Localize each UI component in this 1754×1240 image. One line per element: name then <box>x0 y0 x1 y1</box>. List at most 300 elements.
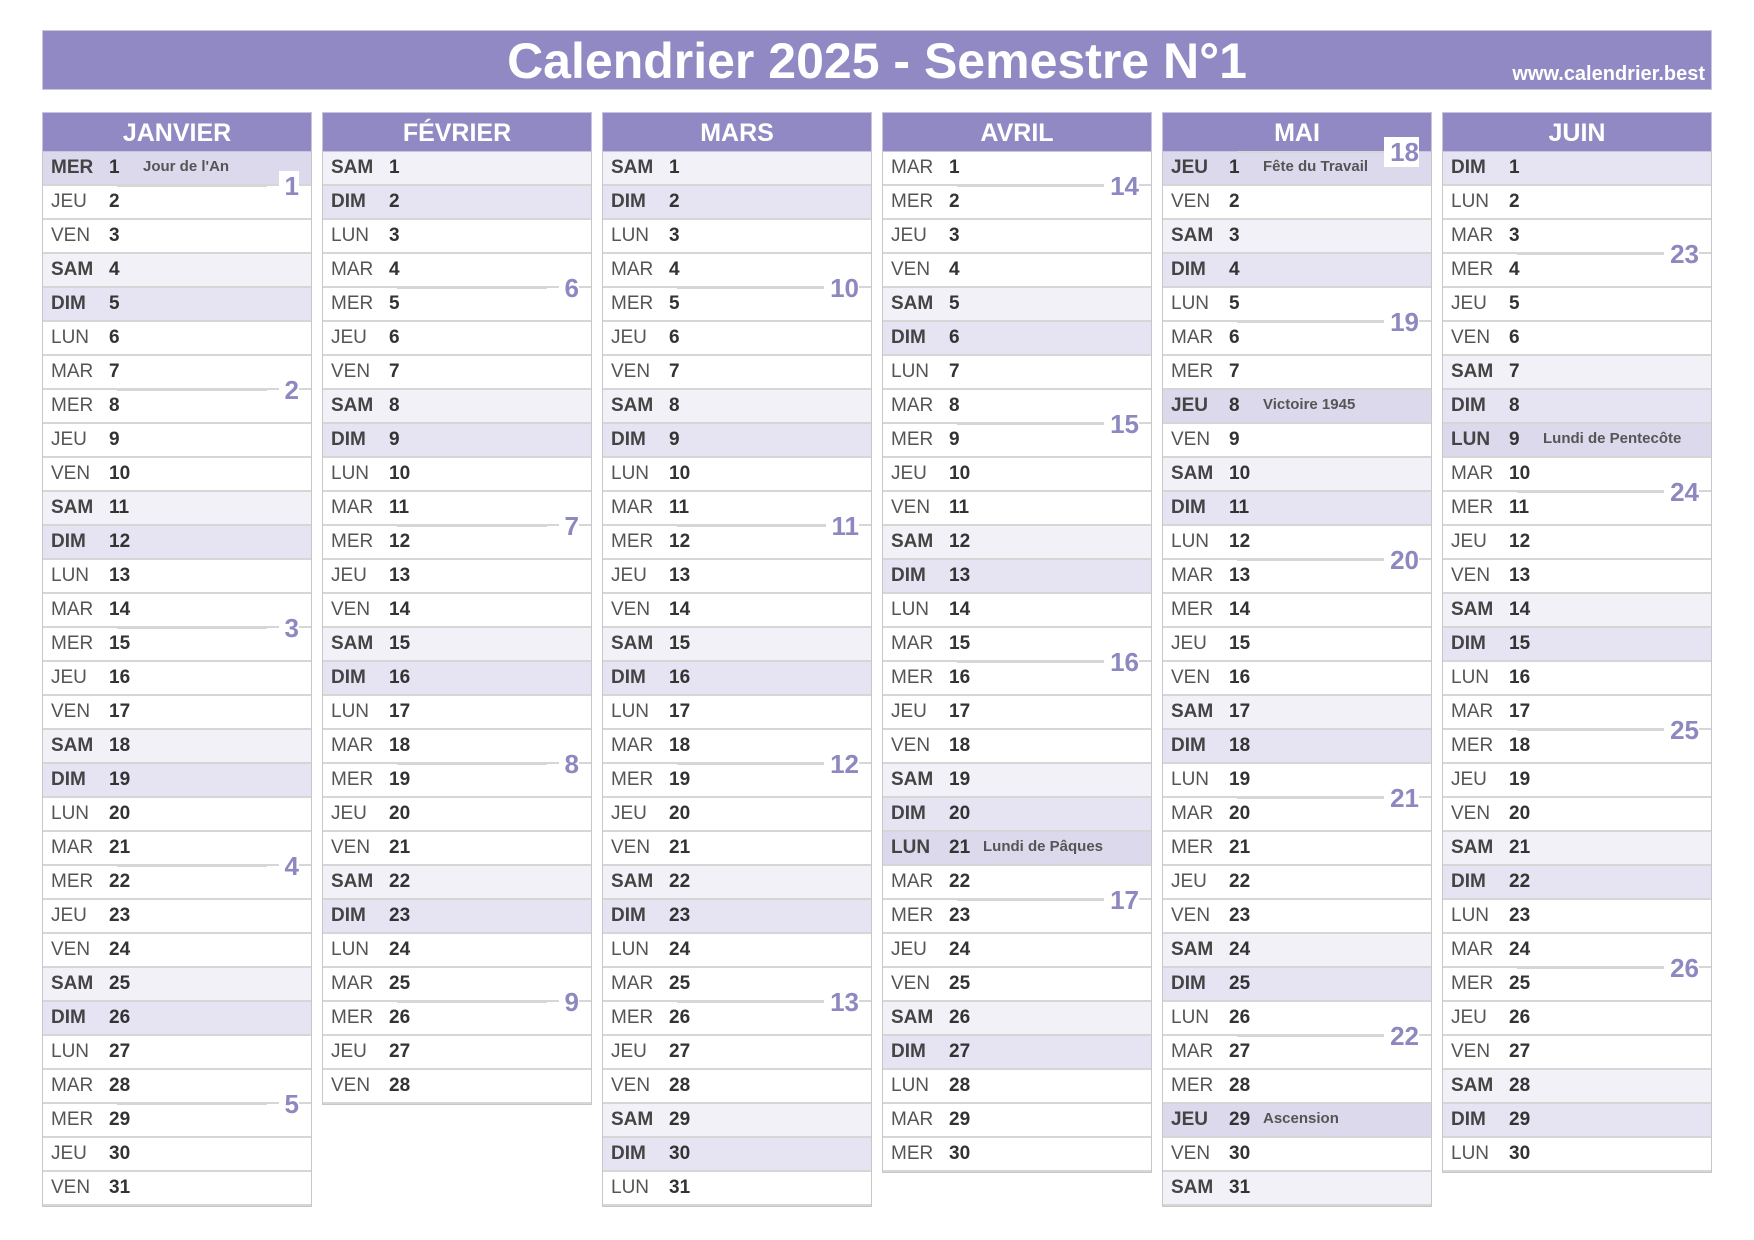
day-row <box>1163 934 1431 968</box>
weekday-label: JEU <box>1451 293 1487 314</box>
weekday-label: SAM <box>51 497 94 518</box>
day-number: 27 <box>109 1041 131 1062</box>
weekday-label: DIM <box>1451 871 1486 892</box>
day-row <box>883 730 1151 764</box>
month-column <box>1162 112 1432 1207</box>
day-row <box>323 1002 591 1036</box>
weekday-label: JEU <box>1171 157 1208 178</box>
day-row <box>43 730 311 764</box>
weekday-label: SAM <box>331 157 374 178</box>
day-number: 29 <box>1509 1109 1531 1130</box>
day-number: 22 <box>1229 871 1251 892</box>
day-number: 1 <box>1229 157 1240 178</box>
day-row <box>43 560 311 594</box>
day-row <box>883 458 1151 492</box>
week-separator <box>1237 559 1387 561</box>
weekday-label: VEN <box>1171 429 1211 450</box>
weekday-label: MAR <box>1171 803 1214 824</box>
weekday-label: MAR <box>331 735 374 756</box>
day-number: 28 <box>109 1075 131 1096</box>
weekday-label: MAR <box>891 157 934 178</box>
day-number: 17 <box>389 701 411 722</box>
day-row <box>1163 628 1431 662</box>
day-number: 30 <box>1229 1143 1251 1164</box>
week-number: 11 <box>826 511 860 541</box>
day-number: 27 <box>949 1041 971 1062</box>
day-row <box>43 594 311 628</box>
day-row <box>883 594 1151 628</box>
weekday-label: VEN <box>891 973 931 994</box>
weekday-label: SAM <box>1171 463 1214 484</box>
week-number: 10 <box>824 273 859 303</box>
day-number: 24 <box>109 939 131 960</box>
weekday-label: LUN <box>1451 429 1491 450</box>
weekday-label: DIM <box>891 803 926 824</box>
week-number: 3 <box>279 613 299 643</box>
weekday-label: VEN <box>611 1075 651 1096</box>
weekday-label: JEU <box>1451 1007 1487 1028</box>
day-row <box>1163 968 1431 1002</box>
weekday-label: SAM <box>1171 225 1214 246</box>
day-row <box>883 526 1151 560</box>
day-row <box>323 968 591 1002</box>
day-number: 2 <box>1509 191 1520 212</box>
day-number: 31 <box>1229 1177 1251 1198</box>
day-number: 5 <box>1509 293 1520 314</box>
day-number: 19 <box>1229 769 1251 790</box>
month-column <box>1442 112 1712 1173</box>
day-row <box>1163 254 1431 288</box>
weekday-label: VEN <box>891 259 931 280</box>
month-name: MARS <box>602 112 872 152</box>
week-number: 2 <box>279 375 299 405</box>
weekday-label: MER <box>331 293 374 314</box>
weekday-label: JEU <box>1171 395 1208 416</box>
day-number: 14 <box>109 599 131 620</box>
day-number: 4 <box>949 259 960 280</box>
holiday-name: Jour de l'An <box>143 158 230 175</box>
page-title: Calendrier 2025 - Semestre N°1 <box>507 33 1247 89</box>
day-row <box>323 424 591 458</box>
day-row <box>883 934 1151 968</box>
weekday-label: MAR <box>1451 225 1494 246</box>
day-number: 19 <box>669 769 691 790</box>
day-row <box>1443 662 1711 696</box>
day-row <box>883 356 1151 390</box>
day-number: 8 <box>389 395 400 416</box>
day-row <box>323 220 591 254</box>
weekday-label: JEU <box>891 463 927 484</box>
day-row <box>603 560 871 594</box>
day-row <box>883 322 1151 356</box>
day-row <box>43 356 311 390</box>
day-row <box>43 492 311 526</box>
day-row <box>1443 1036 1711 1070</box>
holiday-row <box>1163 1104 1431 1138</box>
day-number: 27 <box>669 1041 691 1062</box>
week-separator <box>1517 967 1667 969</box>
weekday-label: VEN <box>51 939 91 960</box>
day-row <box>1163 424 1431 458</box>
day-number: 10 <box>389 463 411 484</box>
weekday-label: JEU <box>1451 531 1487 552</box>
day-number: 29 <box>109 1109 131 1130</box>
day-number: 21 <box>1229 837 1251 858</box>
day-number: 17 <box>109 701 131 722</box>
week-separator <box>677 763 827 765</box>
week-separator <box>957 899 1107 901</box>
weekday-label: DIM <box>611 1143 646 1164</box>
day-number: 23 <box>1229 905 1251 926</box>
day-row <box>43 866 311 900</box>
weekday-label: DIM <box>51 1007 86 1028</box>
weekday-label: DIM <box>891 565 926 586</box>
day-number: 10 <box>1509 463 1531 484</box>
day-number: 27 <box>1229 1041 1251 1062</box>
day-number: 23 <box>389 905 411 926</box>
day-number: 6 <box>949 327 960 348</box>
holiday-name: Lundi de Pentecôte <box>1543 430 1682 447</box>
day-row <box>1163 458 1431 492</box>
day-list <box>322 152 592 1105</box>
day-number: 24 <box>949 939 971 960</box>
week-number: 20 <box>1384 545 1419 575</box>
day-row <box>43 900 311 934</box>
day-number: 8 <box>109 395 120 416</box>
weekday-label: LUN <box>611 225 650 246</box>
day-number: 6 <box>109 327 120 348</box>
day-number: 2 <box>669 191 680 212</box>
day-row <box>1443 186 1711 220</box>
day-number: 23 <box>1509 905 1531 926</box>
day-number: 3 <box>109 225 120 246</box>
day-number: 15 <box>1509 633 1531 654</box>
week-separator <box>397 1001 547 1003</box>
day-row <box>1163 1070 1431 1104</box>
day-number: 3 <box>949 225 960 246</box>
weekday-label: DIM <box>1451 157 1486 178</box>
week-number: 23 <box>1664 239 1699 269</box>
day-row <box>43 526 311 560</box>
day-row <box>1163 492 1431 526</box>
weekday-label: JEU <box>51 905 87 926</box>
week-number: 4 <box>279 851 299 881</box>
weekday-label: JEU <box>51 1143 87 1164</box>
day-row <box>43 934 311 968</box>
weekday-label: DIM <box>891 327 926 348</box>
weekday-label: JEU <box>51 191 87 212</box>
month-column <box>602 112 872 1207</box>
day-number: 11 <box>669 497 690 518</box>
day-number: 14 <box>1229 599 1251 620</box>
day-number: 13 <box>949 565 971 586</box>
weekday-label: DIM <box>331 191 366 212</box>
day-number: 8 <box>1509 395 1520 416</box>
day-row <box>43 1172 311 1206</box>
day-number: 26 <box>1229 1007 1251 1028</box>
day-number: 21 <box>949 837 971 858</box>
weekday-label: VEN <box>1451 565 1491 586</box>
day-number: 23 <box>949 905 971 926</box>
weekday-label: MER <box>891 905 934 926</box>
day-number: 1 <box>389 157 400 178</box>
day-number: 12 <box>669 531 691 552</box>
weekday-label: JEU <box>1451 769 1487 790</box>
day-row <box>323 662 591 696</box>
day-row <box>43 254 311 288</box>
week-number: 15 <box>1104 409 1139 439</box>
day-number: 18 <box>1229 735 1251 756</box>
weekday-label: DIM <box>611 429 646 450</box>
weekday-label: MAR <box>331 497 374 518</box>
day-number: 6 <box>1509 327 1520 348</box>
day-number: 11 <box>1509 497 1530 518</box>
week-separator <box>1517 253 1667 255</box>
day-number: 10 <box>949 463 971 484</box>
day-number: 6 <box>1229 327 1240 348</box>
day-row <box>603 628 871 662</box>
day-row <box>1163 186 1431 220</box>
week-separator <box>957 423 1107 425</box>
weekday-label: DIM <box>51 531 86 552</box>
weekday-label: LUN <box>331 225 370 246</box>
week-separator <box>957 661 1107 663</box>
day-number: 23 <box>109 905 131 926</box>
day-number: 4 <box>1509 259 1520 280</box>
weekday-label: MAR <box>891 395 934 416</box>
holiday-row <box>883 832 1151 866</box>
day-row <box>883 798 1151 832</box>
weekday-label: LUN <box>51 327 90 348</box>
weekday-label: VEN <box>611 599 651 620</box>
weekday-label: SAM <box>1451 1075 1494 1096</box>
day-number: 26 <box>949 1007 971 1028</box>
day-row <box>43 322 311 356</box>
weekday-label: DIM <box>611 667 646 688</box>
day-number: 12 <box>949 531 971 552</box>
day-number: 7 <box>1509 361 1520 382</box>
day-row <box>323 526 591 560</box>
month-column <box>42 112 312 1207</box>
day-number: 25 <box>109 973 131 994</box>
weekday-label: MAR <box>1171 565 1214 586</box>
day-number: 17 <box>669 701 691 722</box>
day-row <box>1443 1070 1711 1104</box>
day-row <box>603 322 871 356</box>
weekday-label: LUN <box>331 939 370 960</box>
day-row <box>603 1138 871 1172</box>
weekday-label: DIM <box>1171 259 1206 280</box>
weekday-label: SAM <box>891 293 934 314</box>
week-separator <box>1237 151 1387 153</box>
day-number: 7 <box>1229 361 1240 382</box>
weekday-label: LUN <box>1171 769 1210 790</box>
weekday-label: MER <box>891 429 934 450</box>
day-number: 20 <box>1509 803 1531 824</box>
day-row <box>323 1070 591 1104</box>
month-column <box>882 112 1152 1173</box>
day-row <box>1443 560 1711 594</box>
day-row <box>1443 526 1711 560</box>
weekday-label: VEN <box>51 701 91 722</box>
day-number: 2 <box>1229 191 1240 212</box>
day-number: 6 <box>669 327 680 348</box>
weekday-label: LUN <box>891 837 931 858</box>
day-number: 16 <box>389 667 411 688</box>
day-row <box>603 696 871 730</box>
day-number: 9 <box>1509 429 1520 450</box>
week-number: 12 <box>824 749 859 779</box>
day-row <box>43 424 311 458</box>
weekday-label: SAM <box>1451 361 1494 382</box>
weekday-label: MER <box>51 157 94 178</box>
weekday-label: JEU <box>611 803 647 824</box>
day-number: 17 <box>949 701 971 722</box>
day-list <box>882 152 1152 1173</box>
weekday-label: VEN <box>51 1177 91 1198</box>
weekday-label: SAM <box>611 395 654 416</box>
weekday-label: JEU <box>611 565 647 586</box>
weekday-label: JEU <box>891 939 927 960</box>
weekday-label: JEU <box>1171 1109 1208 1130</box>
day-number: 28 <box>389 1075 411 1096</box>
weekday-label: MAR <box>1451 939 1494 960</box>
weekday-label: MAR <box>51 837 94 858</box>
day-number: 11 <box>949 497 970 518</box>
weekday-label: MER <box>611 769 654 790</box>
weekday-label: MAR <box>1171 327 1214 348</box>
day-number: 24 <box>389 939 411 960</box>
weekday-label: MER <box>51 1109 94 1130</box>
day-number: 20 <box>109 803 131 824</box>
weekday-label: VEN <box>611 361 651 382</box>
day-row <box>323 832 591 866</box>
weekday-label: JEU <box>611 327 647 348</box>
weekday-label: SAM <box>891 1007 934 1028</box>
day-row <box>323 288 591 322</box>
weekday-label: MAR <box>331 259 374 280</box>
day-number: 1 <box>949 157 960 178</box>
weekday-label: DIM <box>1171 973 1206 994</box>
day-row <box>1443 832 1711 866</box>
weekday-label: DIM <box>611 905 646 926</box>
weekday-label: LUN <box>51 565 90 586</box>
day-number: 20 <box>389 803 411 824</box>
day-number: 8 <box>949 395 960 416</box>
weekday-label: SAM <box>611 871 654 892</box>
day-list <box>42 152 312 1207</box>
weekday-label: SAM <box>1451 837 1494 858</box>
weekday-label: MER <box>331 531 374 552</box>
day-number: 26 <box>109 1007 131 1028</box>
month-column <box>322 112 592 1105</box>
weekday-label: JEU <box>331 565 367 586</box>
week-separator <box>117 389 267 391</box>
day-number: 22 <box>949 871 971 892</box>
day-row <box>1443 1002 1711 1036</box>
weekday-label: MER <box>1451 735 1494 756</box>
day-number: 22 <box>1509 871 1531 892</box>
weekday-label: MAR <box>51 599 94 620</box>
day-number: 1 <box>1509 157 1520 178</box>
day-number: 3 <box>669 225 680 246</box>
weekday-label: MER <box>611 1007 654 1028</box>
weekday-label: MAR <box>51 361 94 382</box>
week-number: 19 <box>1384 307 1419 337</box>
day-row <box>323 594 591 628</box>
weekday-label: MER <box>51 395 94 416</box>
weekday-label: MAR <box>891 1109 934 1130</box>
weekday-label: MER <box>1171 837 1214 858</box>
week-number: 21 <box>1384 783 1419 813</box>
weekday-label: VEN <box>1451 1041 1491 1062</box>
holiday-name: Lundi de Pâques <box>983 838 1104 855</box>
weekday-label: JEU <box>331 327 367 348</box>
day-row <box>323 866 591 900</box>
day-row <box>603 390 871 424</box>
day-number: 1 <box>109 157 120 178</box>
weekday-label: LUN <box>891 361 930 382</box>
day-number: 12 <box>389 531 411 552</box>
weekday-label: SAM <box>611 157 654 178</box>
weekday-label: MAR <box>1451 463 1494 484</box>
weekday-label: JEU <box>331 1041 367 1062</box>
day-row <box>603 866 871 900</box>
website-url: www.calendrier.best <box>1512 63 1705 85</box>
weekday-label: VEN <box>331 599 371 620</box>
day-number: 17 <box>1509 701 1531 722</box>
weekday-label: MAR <box>891 871 934 892</box>
day-number: 20 <box>669 803 691 824</box>
weekday-label: VEN <box>1171 905 1211 926</box>
weekday-label: DIM <box>331 667 366 688</box>
week-separator <box>117 627 267 629</box>
day-number: 31 <box>109 1177 131 1198</box>
weekday-label: JEU <box>1171 871 1207 892</box>
day-row <box>43 458 311 492</box>
weekday-label: SAM <box>331 871 374 892</box>
weekday-label: VEN <box>1171 667 1211 688</box>
week-number: 26 <box>1664 953 1699 983</box>
day-number: 26 <box>389 1007 411 1028</box>
day-row <box>603 900 871 934</box>
week-separator <box>1517 729 1667 731</box>
holiday-name: Victoire 1945 <box>1263 396 1356 413</box>
weekday-label: SAM <box>331 395 374 416</box>
weekday-label: LUN <box>1171 293 1210 314</box>
day-row <box>883 1104 1151 1138</box>
holiday-row <box>1163 390 1431 424</box>
day-number: 15 <box>669 633 691 654</box>
day-number: 14 <box>669 599 691 620</box>
day-row <box>43 1138 311 1172</box>
day-number: 13 <box>1509 565 1531 586</box>
weekday-label: VEN <box>891 497 931 518</box>
holiday-row <box>43 152 311 186</box>
day-row <box>1443 1138 1711 1172</box>
day-row <box>603 832 871 866</box>
weekday-label: MER <box>51 871 94 892</box>
day-number: 6 <box>389 327 400 348</box>
weekday-label: DIM <box>1451 1109 1486 1130</box>
day-number: 5 <box>389 293 400 314</box>
weekday-label: VEN <box>51 463 91 484</box>
weekday-label: SAM <box>1171 701 1214 722</box>
day-row <box>323 560 591 594</box>
day-row <box>43 662 311 696</box>
day-number: 29 <box>669 1109 691 1130</box>
day-number: 15 <box>389 633 411 654</box>
